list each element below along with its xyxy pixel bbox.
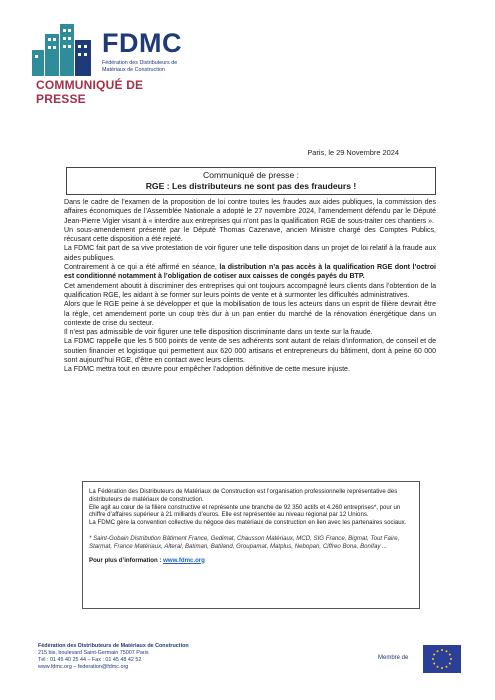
paragraph: Dans le cadre de l’examen de la proposition de loi contre toutes les fraudes aux aides publiques, la commission des affaires économiques de l’Assemblée Nationale a adopté le 27 novembre 2024, l’amendement défendu par le Député Jean-Pierre Vigier visant à « interdire aux entreprises qui n’ont pas la qualification RGE de sous-traiter ces chantiers ».	[64, 199, 436, 225]
title-box	[66, 167, 436, 195]
info-box	[82, 481, 420, 609]
brand-subtitle: Fédération des Distributeurs de Matériaux de Construction	[102, 60, 178, 73]
contact-label: Pour plus d’information :	[89, 556, 164, 564]
info-text: La Fédération des Distributeurs de Matériaux de Construction est l’organisation professionnelle représentative des distributeurs de matériaux de construction.	[89, 488, 398, 503]
paragraph: La FDMC rappelle que les 5 500 points de vente de ses adhérents sont autant de relais d’information, de conseil et de soutien financier et logistique qui permettent aux 620 000 artisans et entrepreneurs du bâtiment, dont à peine 60 000 sont aujourd’hui RGE, d’être en contact avec leurs clients.	[64, 338, 436, 365]
member-label: Membre de	[378, 655, 409, 661]
paragraph: La FDMC fait part de sa vive protestation de voir figurer une telle disposition dans un projet de loi relatif à la fraude aux aides publiques.	[64, 245, 436, 262]
brand-name: FDMC	[102, 28, 182, 58]
title-line-1: Communiqué de presse :	[202, 170, 299, 180]
title-line-2: RGE : Les distributeurs ne sont pas des fraudeurs !	[145, 181, 357, 191]
paragraph: Alors que le RGE peine à se développer et que la mobilisation de tous les acteurs dans un esprit de filière devrait être la règle, cet amendement porte un coup très dur à un pan entier du marché de la rénovation énergétique dans un contexte de crise du secteur.	[64, 301, 436, 327]
info-text: La FDMC gère la convention collective du négoce des matériaux de construction en lien avec les partenaires sociaux.	[89, 519, 407, 527]
footer	[38, 643, 238, 671]
contact-line	[89, 557, 413, 565]
eu-flag-icon	[423, 645, 461, 673]
paragraph-emphasis: la distribution n’a pas accès à la qualification RGE dont l’octroi est conditionné notamment à l’obligation de cotiser aux caisses de congés payés du BTP.	[64, 264, 436, 281]
press-banner: COMMUNIQUÉ DE PRESSE	[36, 78, 144, 106]
paragraph: Un sous-amendement présenté par le Député Thomas Cazenave, ancien Ministre chargé des Comptes Publics, récusant cette disposition a été rejeté.	[64, 226, 436, 244]
release-date: Paris, le 29 Novembre 2024	[307, 148, 399, 157]
paragraph: La FDMC mettra tout en œuvre pour empêcher l’adoption définitive de cette mesure injuste.	[64, 366, 350, 374]
info-text: Elle agit au cœur de la filière constructive et représente une branche de 92 350 actifs et 4.260 entreprises*, pour un chiffre d’affaires supérieur à 21 milliards d’euros. Elle est représentée au niveau régional par 12 Unions.	[89, 503, 401, 519]
buildings-icon	[32, 24, 94, 76]
fdmc-logo	[32, 20, 192, 110]
footer-web[interactable]: www.fdmc.org – federation@fdmc.org	[38, 664, 129, 670]
footer-org-name: Fédération des Distributeurs de Matériaux de Construction	[38, 643, 189, 649]
paragraph-text: Contrairement à ce qui a été affirmé en séance,	[64, 264, 220, 272]
members-list: * Saint-Gobain Distribution Bâtiment France, Gedimat, Chausson Matériaux, MCD, SIG France, Bigmat, Tout Faire, Starmat, France Matériaux, Alteral, Batiman, Batiland, Groupamat, Matplus, Nebopan, Ciffreo Bona, Bonifay ...	[89, 534, 400, 550]
website-link[interactable]: www.fdmc.org	[163, 556, 205, 564]
footer-phone: Tél : 01 45 40 25 44 – Fax : 01 45 48 42 52	[38, 657, 142, 663]
press-body	[64, 198, 436, 375]
footer-address: 215 bis, boulevard Saint-Germain 75007 Paris	[38, 650, 149, 656]
paragraph: Cet amendement aboutit à discriminer des entreprises qui ont toujours accompagné leurs clients dans l’obtention de la qualification RGE, les aidant à se former sur leurs points de vente et à surmonter les difficultés administratives.	[64, 282, 436, 299]
paragraph	[64, 263, 436, 282]
paragraph: Il n’est pas admissible de voir figurer une telle disposition discriminante dans un texte sur la fraude.	[64, 329, 373, 337]
